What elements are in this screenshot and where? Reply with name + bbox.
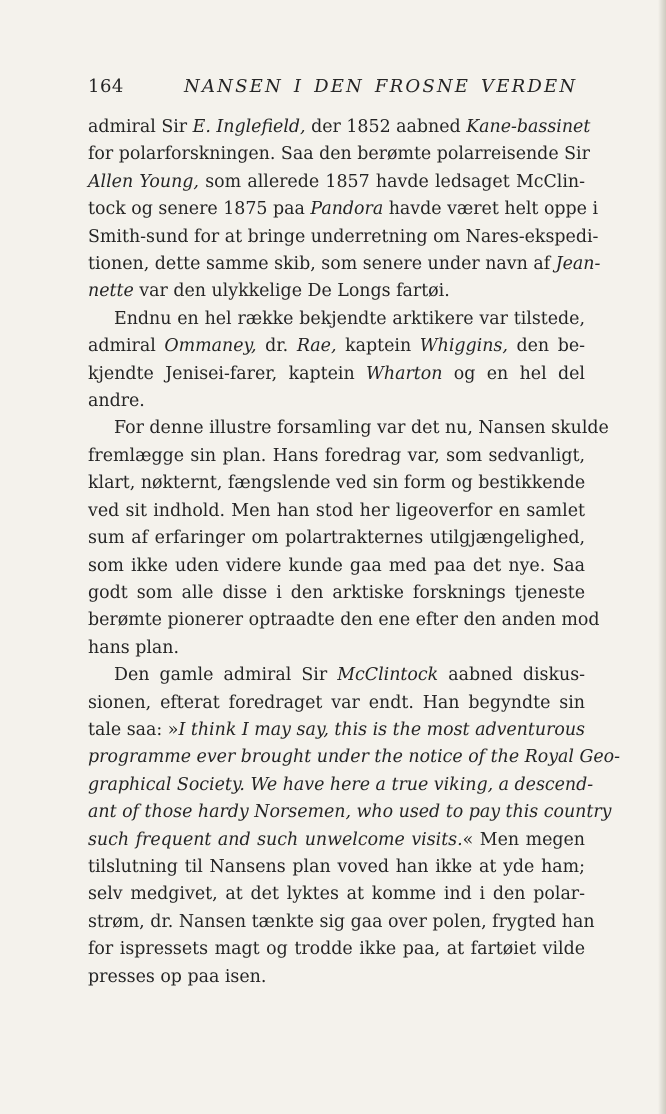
text-line: [88, 224, 599, 251]
body-text: [88, 114, 621, 991]
text-segment: den be-: [507, 336, 586, 357]
text-segment: Smith-sund for at bringe underretning om Nares-ekspedi-: [88, 226, 599, 247]
text-line: [88, 881, 585, 908]
text-segment: andre.: [88, 391, 145, 412]
text-segment: berømte pionerer optraadte den ene efter den anden mod: [88, 610, 600, 631]
text-segment: tock og senere 1875 paa: [88, 199, 311, 220]
running-title: NANSEN I DEN FROSNE VERDEN: [184, 76, 578, 97]
page-header: [88, 76, 583, 102]
text-segment: hans plan.: [88, 637, 180, 658]
italic-segment: Jean-: [555, 254, 601, 275]
text-segment: admiral: [88, 336, 165, 357]
text-line: [88, 114, 591, 141]
text-segment: tionen, dette samme skib, som senere under navn af: [88, 254, 556, 275]
text-segment: godt som alle disse i den arktiske forsknings tjeneste: [88, 582, 585, 603]
italic-segment: programme ever brought under the notice of the Royal Geo-: [88, 747, 621, 768]
text-segment: dr.: [256, 336, 297, 357]
text-line: [88, 388, 585, 415]
text-segment: for ispressets magt og trodde ikke paa, at fartøiet vilde: [88, 939, 585, 960]
text-line: [88, 662, 585, 689]
text-segment: havde været helt oppe i: [383, 199, 599, 220]
text-segment: presses op paa isen.: [88, 966, 267, 987]
text-line: [88, 443, 585, 470]
italic-segment: Wharton: [366, 363, 443, 384]
italic-segment: Rae,: [296, 336, 337, 357]
text-line: [88, 854, 585, 881]
italic-segment: such frequent and such unwelcome visits.: [88, 829, 463, 850]
text-segment: fremlægge sin plan. Hans foredrag var, som sedvanligt,: [88, 445, 585, 466]
page-edge: [658, 0, 666, 1114]
text-segment: for polarforskningen. Saa den berømte polarreisende Sir: [88, 144, 590, 165]
text-line: [88, 278, 585, 305]
text-line: [88, 772, 594, 799]
italic-segment: Whiggins,: [419, 336, 508, 357]
text-segment: strøm, dr. Nansen tænkte sig gaa over polen, frygted han: [88, 911, 595, 932]
text-segment: og en hel del: [442, 363, 585, 384]
text-line: [88, 717, 585, 744]
text-line: [88, 964, 585, 991]
text-line: [88, 525, 585, 552]
italic-segment: nette: [88, 281, 134, 302]
text-line: [88, 936, 585, 963]
italic-segment: ant of those hardy Norsemen, who used to pay this country: [88, 802, 612, 823]
text-segment: tale saa: »: [88, 719, 179, 740]
text-line: [88, 498, 585, 525]
italic-segment: I think I may say, this is the most adventurous: [178, 719, 585, 740]
text-line: [88, 607, 600, 634]
text-segment: sum af erfaringer om polartrakternes utilgjængelighed,: [88, 528, 585, 549]
text-segment: klart, nøkternt, fængslende ved sin form og bestikkende: [88, 473, 586, 494]
text-line: [88, 909, 595, 936]
text-line: [88, 333, 585, 360]
text-segment: kjendte Jenisei-farer, kaptein: [88, 363, 367, 384]
text-segment: Den gamle admiral Sir: [114, 665, 338, 686]
text-segment: For denne illustre forsamling var det nu, Nansen skulde: [114, 418, 609, 439]
text-segment: selv medgivet, at det lyktes at komme ind i den polar-: [88, 884, 585, 905]
text-line: [88, 690, 585, 717]
text-segment: admiral Sir: [88, 117, 193, 137]
text-line: [88, 470, 585, 497]
text-line: [88, 553, 585, 580]
italic-segment: E. Inglefield,: [192, 117, 306, 137]
italic-segment: Ommaney,: [164, 336, 257, 357]
text-segment: tilslutning til Nansens plan voved han ikke at yde ham;: [88, 856, 585, 877]
text-segment: kaptein: [336, 336, 420, 357]
italic-segment: Kane-bassinet: [466, 117, 591, 137]
text-segment: Endnu en hel række bekjendte arktikere var tilstede,: [114, 308, 585, 329]
text-segment: « Men megen: [462, 829, 585, 850]
text-line: [88, 251, 601, 278]
italic-segment: Allen Young,: [88, 171, 199, 192]
italic-segment: graphical Society. We have here a true viking, a descend-: [88, 774, 594, 795]
text-line: [88, 827, 585, 854]
text-segment: ved sit indhold. Men han stod her ligeoverfor en samlet: [88, 500, 585, 521]
text-line: [88, 169, 585, 196]
text-segment: der 1852 aabned: [305, 117, 467, 137]
text-line: [88, 141, 590, 168]
text-line: [88, 361, 585, 388]
text-line: [88, 580, 585, 607]
text-line: [88, 799, 612, 826]
text-segment: sionen, efterat foredraget var endt. Han begyndte sin: [88, 692, 585, 713]
text-line: [88, 196, 599, 223]
italic-segment: Pandora: [310, 199, 384, 220]
text-line: [88, 635, 585, 662]
text-line: [88, 744, 621, 771]
text-segment: var den ulykkelige De Longs fartøi.: [133, 281, 450, 302]
page-number: 164: [88, 76, 124, 97]
text-segment: aabned diskus-: [438, 665, 585, 686]
italic-segment: McClintock: [337, 665, 439, 686]
text-segment: som allerede 1857 havde ledsaget McClin-: [198, 171, 586, 192]
text-line: [88, 306, 585, 333]
text-segment: som ikke uden videre kunde gaa med paa det nye. Saa: [88, 555, 585, 576]
text-line: [88, 415, 609, 442]
